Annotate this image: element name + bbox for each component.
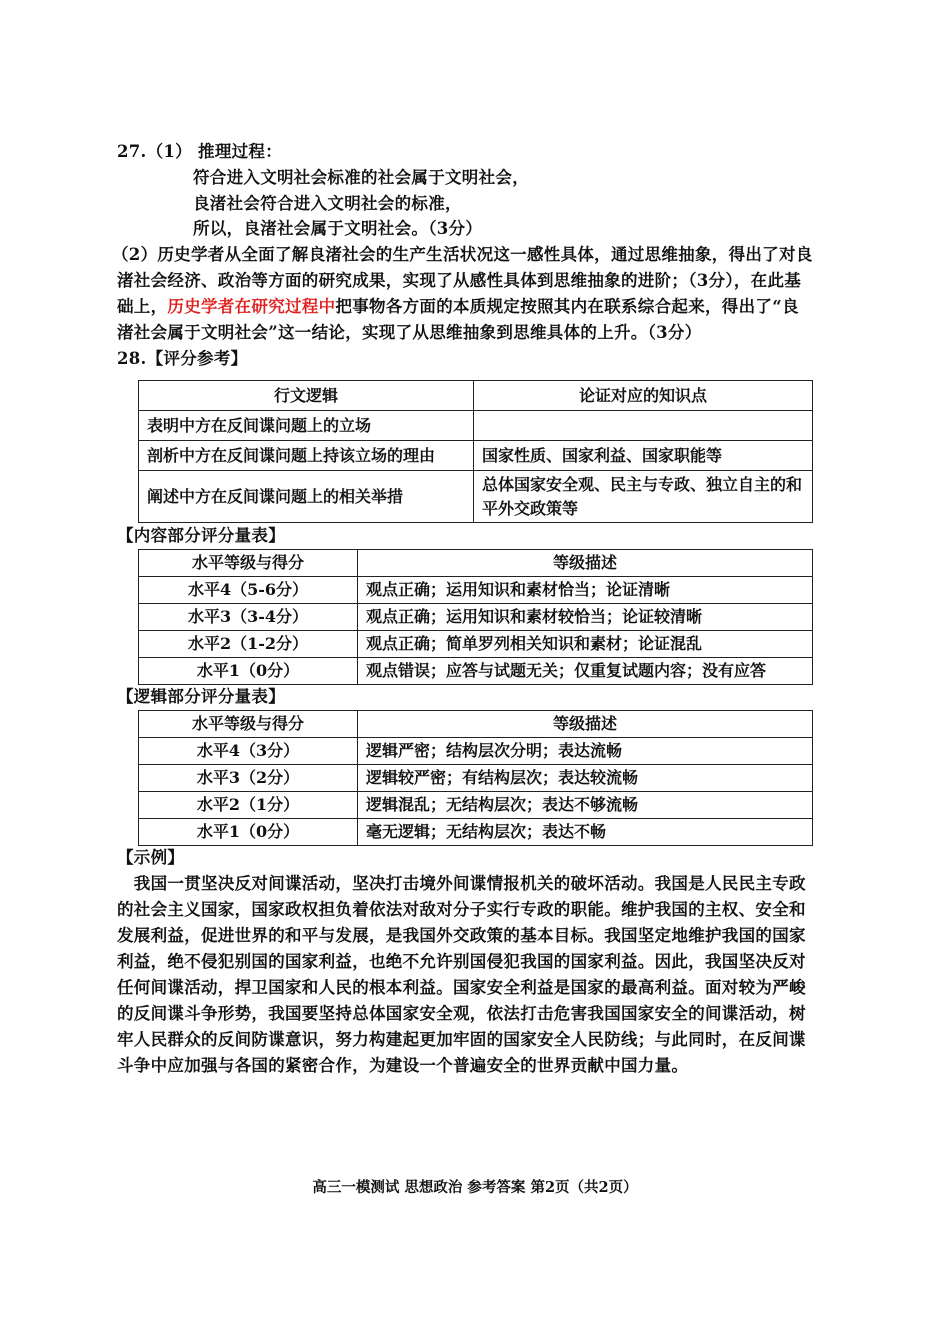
cell: 水平4（3分）	[139, 738, 358, 765]
example-line: 的反间谍斗争形势，我国要坚持总体国家安全观，依法打击危害我国国家安全的间谍活动，树	[117, 1004, 806, 1023]
cell: 观点正确；运用知识和素材较恰当；论证较清晰	[358, 604, 813, 631]
answer-line	[117, 294, 799, 320]
cell: 剖析中方在反间谍问题上持该立场的理由	[139, 441, 474, 471]
logic-scale-table	[138, 710, 813, 846]
cell: 水平3（3-4分）	[139, 604, 358, 631]
reasoning-line: 所以，良渚社会属于文明社会。（3分）	[193, 219, 483, 238]
page-footer: 高三一模测试 思想政治 参考答案 第2页（共2页）	[312, 1179, 638, 1196]
content-scale-title: 【内容部分评分量表】	[117, 526, 285, 545]
example-line: 斗争中应加强与各国的紧密合作，为建设一个普遍安全的世界贡献中国力量。	[117, 1056, 689, 1075]
cell: 观点正确；运用知识和素材恰当；论证清晰	[358, 577, 813, 604]
answer-line: （2）历史学者从全面了解良渚社会的生产生活状况这一感性具体，通过思维抽象，得出了对良	[112, 245, 813, 264]
example-line: 利益，绝不侵犯别国的国家利益，也绝不允许别国侵犯我国的国家利益。因此，我国坚决反对	[117, 952, 806, 971]
header-cell: 行文逻辑	[139, 381, 474, 411]
cell: 逻辑严密；结构层次分明；表达流畅	[358, 738, 813, 765]
cell: 表明中方在反间谍问题上的立场	[139, 411, 474, 441]
example-line: 我国一贯坚决反对间谍活动，坚决打击境外间谍情报机关的破坏活动。我国是人民民主专政	[117, 874, 806, 893]
example-line: 发展利益，促进世界的和平与发展，是我国外交政策的基本目标。我国坚定地维护我国的国家	[117, 926, 806, 945]
cell: 水平4（5-6分）	[139, 577, 358, 604]
cell	[474, 411, 813, 441]
example-line: 任何间谍活动，捍卫国家和人民的根本利益。国家安全利益是国家的最高利益。面对较为严峻	[117, 978, 806, 997]
example-line: 的社会主义国家，国家政权担负着依法对敌对分子实行专政的职能。维护我国的主权、安全和	[117, 900, 806, 919]
knowledge-table	[138, 380, 813, 523]
cell: 水平3（2分）	[139, 765, 358, 792]
cell: 水平1（0分）	[139, 658, 358, 685]
cell: 水平1（0分）	[139, 819, 358, 846]
header-cell: 水平等级与得分	[139, 711, 358, 738]
reasoning-line: 良渚社会符合进入文明社会的标准，	[193, 194, 462, 213]
content-scale-table	[138, 549, 813, 685]
cell: 观点错误；应答与试题无关；仅重复试题内容；没有应答	[358, 658, 813, 685]
header-cell: 论证对应的知识点	[474, 381, 813, 411]
cell: 毫无逻辑；无结构层次；表达不畅	[358, 819, 813, 846]
example-line: 牢人民群众的反间防谍意识，努力构建起更加牢固的国家安全人民防线；与此同时，在反间谍	[117, 1030, 806, 1049]
cell: 水平2（1-2分）	[139, 631, 358, 658]
answer-line: 渚社会属于文明社会”这一结论，实现了从思维抽象到思维具体的上升。（3分）	[117, 323, 702, 342]
text: 础上，	[117, 297, 168, 316]
highlighted-text: 历史学者在研究过程中	[167, 297, 336, 316]
cell: 观点正确；简单罗列相关知识和素材；论证混乱	[358, 631, 813, 658]
cell: 逻辑混乱；无结构层次；表达不够流畅	[358, 792, 813, 819]
q27-heading: 27.（1） 推理过程：	[117, 142, 283, 161]
cell: 水平2（1分）	[139, 792, 358, 819]
cell: 总体国家安全观、民主与专政、独立自主的和平外交政策等	[474, 471, 813, 523]
answer-line: 渚社会经济、政治等方面的研究成果，实现了从感性具体到思维抽象的进阶；（3分），在此基	[117, 271, 802, 290]
logic-scale-title: 【逻辑部分评分量表】	[117, 687, 285, 706]
reasoning-line: 符合进入文明社会标准的社会属于文明社会，	[193, 168, 529, 187]
header-cell: 水平等级与得分	[139, 550, 358, 577]
header-cell: 等级描述	[358, 711, 813, 738]
example-title: 【示例】	[117, 848, 185, 867]
q28-heading: 28.【评分参考】	[117, 349, 248, 368]
cell: 国家性质、国家利益、国家职能等	[474, 441, 813, 471]
cell: 阐述中方在反间谍问题上的相关举措	[139, 471, 474, 523]
header-cell: 等级描述	[358, 550, 813, 577]
text: 把事物各方面的本质规定按照其内在联系综合起来，得出了“良	[335, 297, 799, 316]
cell: 逻辑较严密；有结构层次；表达较流畅	[358, 765, 813, 792]
